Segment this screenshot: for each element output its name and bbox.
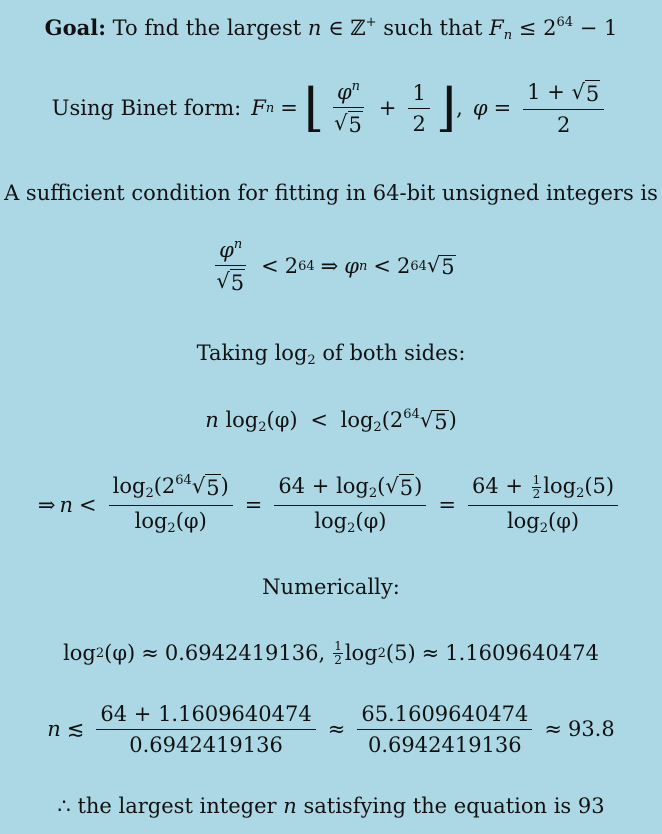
fraction-1: $\log_2(2^{64}$ √ 5 ) $\log_2(\varphi)$ [109, 474, 233, 537]
goal-label: Goal: [44, 15, 106, 40]
fraction-2: $64 + \log_2$( √ 5 ) $\log_2(\varphi)$ [274, 474, 426, 537]
half-fraction: $\frac{1}{2}$ [408, 81, 429, 136]
condition-line: A sufficient condition for fitting in 64-bit unsigned integers is [4, 181, 658, 205]
floor-left: ⌊ [303, 77, 325, 138]
numerically-line: Numerically: [262, 575, 400, 599]
derivation-line: ⇒ n < $\log_2(2^{64}$ √ 5 ) $\log_2(\varphi)$ = $64 + \log_2$( √ 5 ) $\log_2(\varphi)$ = 64 + $\frac{1}{2}$ $\log_2(5)$ $\log_2(\varphi)$ [0, 474, 662, 537]
fraction-3: 64 + $\frac{1}{2}$ $\log_2(5)$ $\log_2(\varphi)$ [468, 474, 618, 537]
phi-fraction: 1 + √ 5 2 [523, 80, 604, 137]
binet-line: Using Binet form: F n = ⌊ $\varphi^n$ √ 5 + $\frac{1}{2}$ ⌋ , φ = 1 + √ 5 2 [0, 80, 662, 137]
conclusion-line: ∴ the largest integer n satisfying the equation is 93 [57, 794, 605, 818]
inequality-2: n $\log_2(\varphi) < \log_2(2^{64}$ √ 5 ) [205, 407, 457, 435]
inequality-1: $\varphi^n$ √ 5 < 2 64 ⇒ φ n < 2 64 √ 5 [216, 237, 455, 296]
taking-log-line: Taking $\log_2$ of both sides: [196, 341, 466, 368]
estimate-line: n ≲ $\frac{64 + 1.1609640474}{0.6942419136}$ ≈ $\frac{65.1609640474}{0.6942419136}$ ≈ 93.8 [47, 702, 615, 758]
numeric-values-line: log 2 (φ) ≈ 0.6942419136, $\frac{1}{2}$ log 2 (5) ≈ 1.1609640474 [63, 639, 599, 668]
binet-fraction: $\varphi^n$ √ 5 [330, 80, 367, 137]
goal-line: Goal: To fnd the largest n ∈ ℤ+ such that $F_n \le 2^{64} - 1$ [44, 15, 618, 43]
floor-right: ⌋ [435, 77, 457, 138]
